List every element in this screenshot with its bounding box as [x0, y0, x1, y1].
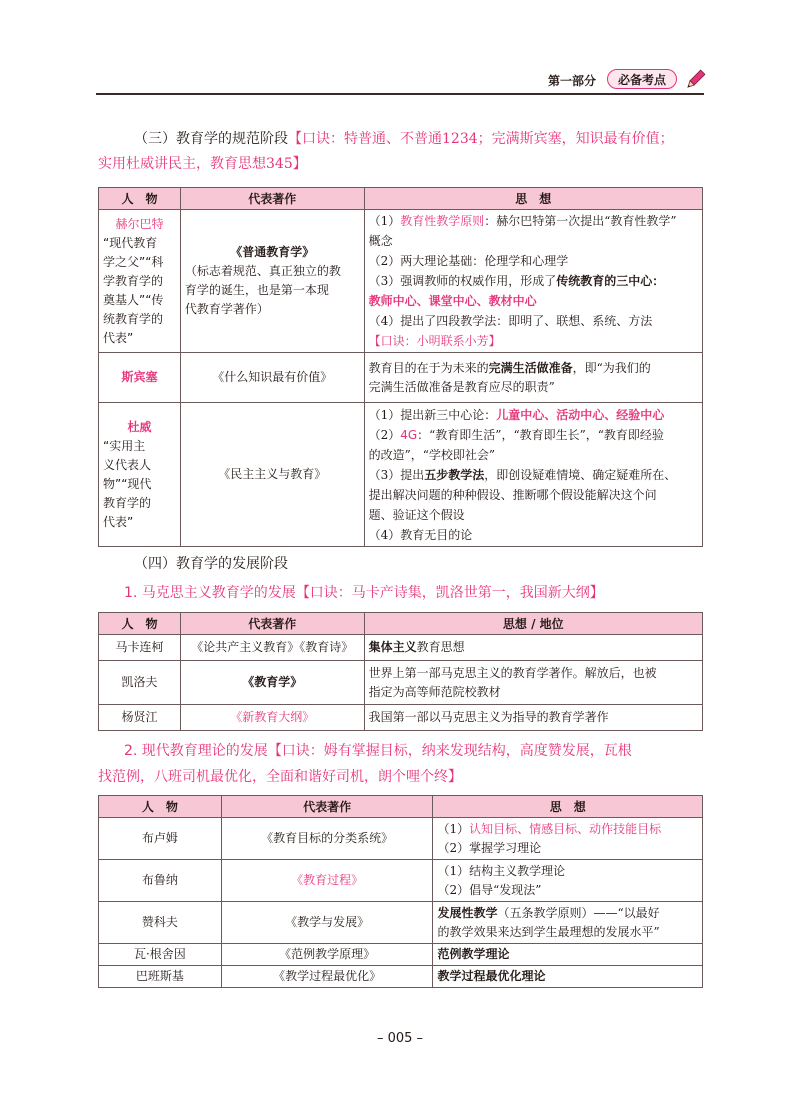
work-title: 《教育学》 — [180, 661, 364, 705]
table-row — [99, 661, 703, 705]
person-name: 凯洛夫 — [99, 661, 181, 705]
person-name: 赫尔巴特 — [115, 216, 164, 231]
work-note-line: 育学的诞生，也是第一本现 — [184, 283, 329, 297]
sub2-mnemonic-line2: 找范例，八班司机最优化，全面和谐好司机，朗个哩个终】 — [98, 769, 462, 785]
header-tag-pill: 必备考点 — [607, 69, 677, 89]
person-desc-line: 学教育学的 — [103, 273, 164, 288]
table-row — [99, 902, 703, 944]
person-desc-line: 代表” — [103, 514, 134, 529]
person-desc-line: 奠基人”“传 — [103, 292, 164, 307]
idea-text: 题、验证这个假设 — [368, 507, 465, 522]
idea-bold: 教学过程最优化理论 — [433, 966, 703, 988]
idea-text: 完满生活做准备是教育应尽的职责” — [368, 379, 555, 394]
idea-text: （3）强调教师的权威作用，形成了 — [368, 274, 557, 288]
table-row — [99, 944, 703, 966]
person-name: 布鲁纳 — [99, 860, 222, 902]
work-title: 《什么知识最有价值》 — [180, 353, 364, 403]
idea-highlight: 4G — [400, 427, 418, 442]
pencil-icon — [683, 68, 707, 92]
person-name: 杨贤江 — [99, 705, 181, 731]
table-normative-stage — [98, 187, 703, 547]
person-desc-line: 代表” — [103, 330, 134, 345]
sub2-mnemonic-line1: 【口诀：姆有掌握目标，纳来发现结构，高度赞发展，瓦根 — [267, 743, 632, 759]
section4-title: （四）教育学的发展阶段 — [134, 556, 288, 572]
idea-text: ，即“为我们的 — [572, 360, 651, 375]
idea-text: ，即创设疑难情境、确定疑难所在、 — [484, 467, 677, 482]
idea-highlight: 认知目标、情感目标、动作技能目标 — [469, 821, 662, 836]
idea-text: （1） — [437, 821, 470, 836]
idea-text: （2）两大理论基础：伦理学和心理学 — [368, 254, 569, 268]
idea-bold: 发展性教学 — [437, 905, 498, 920]
idea-text: ：“教育即生活”，“教育即生长”，“教育即经验 — [417, 427, 664, 442]
col-header-work: 代表著作 — [221, 796, 433, 818]
work-title: 《教学与发展》 — [221, 902, 433, 944]
work-title: 《教育目标的分类系统》 — [221, 818, 433, 860]
col-header-work: 代表著作 — [180, 613, 364, 635]
person-name: 斯宾塞 — [99, 353, 181, 403]
table-row — [99, 860, 703, 902]
person-desc-line: 统教育学的 — [103, 311, 164, 326]
col-header-idea: 思 想 — [433, 796, 703, 818]
section3-mnemonic-line2: 实用杜威讲民主，教育思想345】 — [98, 156, 307, 172]
idea-bold: 完满生活做准备 — [488, 360, 573, 375]
table-row — [99, 966, 703, 988]
idea-text: （五条教学原则）——“以最好 — [497, 905, 660, 920]
idea-text: （3）提出 — [368, 467, 425, 482]
idea-text: 世界上第一部马克思主义的教育学著作。解放后，也被 — [368, 665, 657, 680]
idea-text: （2）掌握学习理论 — [437, 840, 542, 855]
section3-mnemonic-line1: 【口诀：特普通、不普通1234；完满斯宾塞，知识最有价值； — [288, 131, 674, 147]
idea-mnemonic: 【口诀：小明联系小芳】 — [368, 334, 501, 348]
idea-bold: 五步教学法 — [424, 467, 485, 482]
person-name: 赞科夫 — [99, 902, 222, 944]
sub2-heading — [124, 738, 724, 764]
col-header-idea: 思想 / 地位 — [364, 613, 702, 635]
idea-text: （4）提出了四段教学法：即明了、联想、系统、方法 — [368, 314, 653, 328]
work-title: 《教学过程最优化》 — [221, 966, 433, 988]
work-title: 《论共产主义教育》《教育诗》 — [180, 635, 364, 661]
person-desc-line: 学之父”“科 — [103, 254, 164, 269]
table-row-dewey — [99, 403, 703, 547]
idea-highlight: 教师中心、课堂中心、教材中心 — [368, 294, 537, 308]
col-header-work: 代表著作 — [180, 188, 364, 210]
person-desc-line: 教育学的 — [103, 495, 152, 510]
person-desc-line: “实用主 — [103, 438, 146, 453]
col-header-idea: 思 想 — [364, 188, 702, 210]
sub1-heading — [124, 580, 724, 606]
table-row-herbart — [99, 210, 703, 353]
person-name: 马卡连柯 — [99, 635, 181, 661]
person-desc-line: “现代教育 — [103, 235, 158, 250]
idea-bold: 范例教学理论 — [433, 944, 703, 966]
table-row — [99, 818, 703, 860]
work-note-line: 代教育学著作） — [184, 302, 269, 316]
person-desc-line: 物”“现代 — [103, 476, 152, 491]
work-title: 《普通教育学》 — [230, 245, 315, 259]
col-header-person: 人 物 — [99, 613, 181, 635]
person-desc-line: 义代表人 — [103, 457, 152, 472]
table-marxist-pedagogy — [98, 612, 703, 731]
idea-text: 的改造”，“学校即社会” — [368, 447, 495, 462]
person-name: 巴班斯基 — [99, 966, 222, 988]
idea-text: 教育思想 — [416, 640, 465, 654]
idea-text: 概念 — [368, 234, 393, 248]
page-number: – 005 – — [376, 1031, 424, 1046]
work-title: 《范例教学原理》 — [221, 944, 433, 966]
idea-text: （2） — [368, 427, 401, 442]
table-row — [99, 635, 703, 661]
header-part-label: 第一部分 — [548, 74, 597, 88]
idea-text: 我国第一部以马克思主义为指导的教育学著作 — [364, 705, 702, 731]
idea-bold: 传统教育的三中心： — [556, 274, 665, 288]
idea-text: 教育目的在于为未来的 — [368, 360, 489, 375]
header-rule — [96, 93, 704, 95]
col-header-person: 人 物 — [99, 796, 222, 818]
idea-text: （1）结构主义教学理论 — [437, 863, 566, 878]
person-name: 布卢姆 — [99, 818, 222, 860]
work-title: 《民主主义与教育》 — [180, 403, 364, 547]
work-title: 《教育过程》 — [221, 860, 433, 902]
idea-text: 提出解决问题的种种假设、推断哪个假设能解决这个问 — [368, 487, 657, 502]
person-name: 瓦·根舍因 — [99, 944, 222, 966]
idea-bold: 集体主义 — [368, 640, 417, 654]
table-modern-theory — [98, 795, 703, 988]
sub2-title: 2. 现代教育理论的发展 — [124, 743, 268, 759]
idea-text: （1）提出新三中心论： — [368, 407, 497, 422]
work-note-line: （标志着规范、真正独立的教 — [184, 264, 341, 278]
work-title: 《新教育大纲》 — [180, 705, 364, 731]
section3-title: （三）教育学的规范阶段 — [134, 131, 288, 147]
person-name: 杜威 — [127, 419, 152, 434]
table-row-spencer — [99, 353, 703, 403]
idea-prefix: （1） — [368, 214, 401, 228]
idea-text: 指定为高等师范院校教材 — [368, 684, 501, 699]
section3-heading — [134, 126, 724, 152]
sub1-title: 1. 马克思主义教育学的发展 — [124, 585, 296, 601]
idea-text: （2）倡导“发现法” — [437, 882, 542, 897]
col-header-person: 人 物 — [99, 188, 181, 210]
idea-text: 的教学效果来达到学生最理想的发展水平” — [437, 924, 660, 939]
idea-highlight: 儿童中心、活动中心、经验中心 — [496, 407, 665, 422]
idea-text: （4）教育无目的论 — [368, 527, 473, 542]
idea-highlight: 教育性教学原则 — [400, 214, 485, 228]
table-row — [99, 705, 703, 731]
idea-text: ：赫尔巴特第一次提出“教育性教学” — [484, 214, 677, 228]
sub1-mnemonic: 【口诀：马卡产诗集，凯洛世第一，我国新大纲】 — [295, 585, 604, 601]
